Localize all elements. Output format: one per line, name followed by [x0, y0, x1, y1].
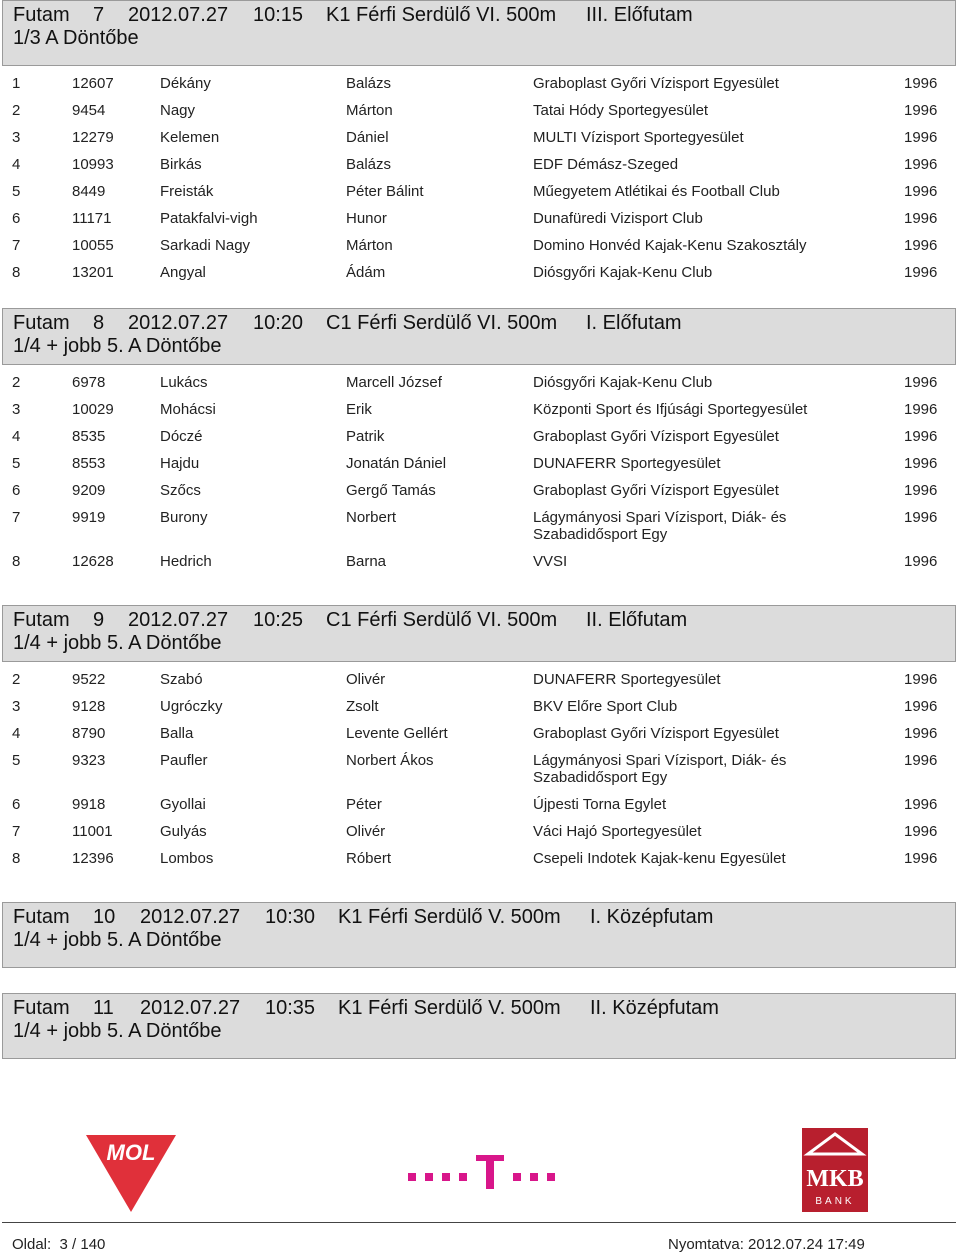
birth-year: 1996: [904, 183, 938, 200]
position: 7: [12, 509, 21, 526]
race-event: K1 Férfi Serdülő V. 500m: [338, 906, 561, 928]
race-date: 2012.07.27: [140, 997, 241, 1019]
athlete-id: 9454: [72, 102, 106, 119]
club-name: Csepeli Indotek Kajak-kenu Egyesület: [533, 850, 786, 867]
race-round: III. Előfutam: [586, 4, 693, 26]
club-name: Graboplast Győri Vízisport Egyesület: [533, 482, 779, 499]
last-name: Balla: [160, 725, 194, 742]
race-block-9: [2, 605, 956, 877]
position: 7: [12, 823, 21, 840]
athlete-id: 9128: [72, 698, 106, 715]
first-name: Péter Bálint: [346, 183, 424, 200]
race-number: 10: [93, 906, 116, 928]
print-label: Nyomtatva:: [668, 1236, 744, 1253]
last-name: Lombos: [160, 850, 214, 867]
table-row: [2, 237, 956, 264]
last-name: Ugróczky: [160, 698, 223, 715]
last-name: Hajdu: [160, 455, 200, 472]
race-date: 2012.07.27: [128, 609, 229, 631]
birth-year: 1996: [904, 102, 938, 119]
page-indicator: [12, 1236, 105, 1253]
first-name: Barna: [346, 553, 387, 570]
first-name: Olivér: [346, 671, 386, 688]
sponsor-logos: [0, 1125, 960, 1215]
first-name: Olivér: [346, 823, 386, 840]
race-block-7: [2, 0, 956, 291]
race-block-11: [2, 993, 956, 1059]
birth-year: 1996: [904, 823, 938, 840]
telekom-logo: [408, 1155, 568, 1195]
position: 2: [12, 374, 21, 391]
last-name: Mohácsi: [160, 401, 216, 418]
club-name: EDF Démász-Szeged: [533, 156, 679, 173]
race-label: Futam: [13, 997, 70, 1019]
last-name: Nagy: [160, 102, 196, 119]
mol-logo: [86, 1130, 176, 1215]
first-name: Péter: [346, 796, 382, 813]
svg-text:BANK: BANK: [815, 1196, 855, 1207]
table-row: [2, 850, 956, 877]
race-event: K1 Férfi Serdülő VI. 500m: [326, 4, 557, 26]
position: 7: [12, 237, 21, 254]
club-name: MULTI Vízisport Sportegyesület: [533, 129, 744, 146]
club-name: Tatai Hódy Sportegyesület: [533, 102, 709, 119]
last-name: Angyal: [160, 264, 206, 281]
birth-year: 1996: [904, 401, 938, 418]
race-label: Futam: [13, 4, 70, 26]
race-advance: 1/4 + jobb 5. A Döntőbe: [13, 929, 222, 951]
page-label: Oldal:: [12, 1236, 52, 1253]
club-name: Graboplast Győri Vízisport Egyesület: [533, 725, 779, 742]
last-name: Szőcs: [160, 482, 201, 499]
athlete-id: 13201: [72, 264, 114, 281]
club-name: VVSI: [533, 553, 568, 570]
position: 8: [12, 264, 21, 281]
race-header: [2, 0, 956, 66]
race-number: 8: [93, 312, 105, 334]
athlete-id: 10029: [72, 401, 114, 418]
position: 8: [12, 553, 21, 570]
race-header: [2, 902, 956, 968]
club-name: Graboplast Győri Vízisport Egyesület: [533, 75, 779, 92]
athlete-id: 12607: [72, 75, 114, 92]
position: 4: [12, 428, 21, 445]
first-name: Gergő Tamás: [346, 482, 436, 499]
page-value: 3 / 140: [59, 1236, 106, 1253]
athlete-id: 12279: [72, 129, 114, 146]
last-name: Hedrich: [160, 553, 212, 570]
birth-year: 1996: [904, 75, 938, 92]
birth-year: 1996: [904, 725, 938, 742]
birth-year: 1996: [904, 156, 938, 173]
position: 3: [12, 401, 21, 418]
race-number: 9: [93, 609, 105, 631]
athlete-id: 10055: [72, 237, 114, 254]
table-row: [2, 823, 956, 850]
athlete-id: 9522: [72, 671, 106, 688]
birth-year: 1996: [904, 237, 938, 254]
athlete-id: 9918: [72, 796, 106, 813]
club-name: Műegyetem Atlétikai és Football Club: [533, 183, 780, 200]
table-row: [2, 796, 956, 823]
race-time: 10:30: [265, 906, 316, 928]
race-block-8: [2, 308, 956, 580]
first-name: Patrik: [346, 428, 385, 445]
birth-year: 1996: [904, 509, 938, 526]
print-timestamp: [668, 1236, 865, 1253]
race-advance: 1/4 + jobb 5. A Döntőbe: [13, 1020, 222, 1042]
birth-year: 1996: [904, 455, 938, 472]
table-row: [2, 455, 956, 482]
club-name: Diósgyőri Kajak-Kenu Club: [533, 264, 713, 281]
first-name: Ádám: [346, 264, 386, 281]
club-name: Domino Honvéd Kajak-Kenu Szakosztály: [533, 237, 807, 254]
birth-year: 1996: [904, 796, 938, 813]
race-label: Futam: [13, 609, 70, 631]
last-name: Dóczé: [160, 428, 203, 445]
position: 8: [12, 850, 21, 867]
race-time: 10:15: [253, 4, 304, 26]
race-header: [2, 308, 956, 365]
last-name: Birkás: [160, 156, 202, 173]
club-name: Lágymányosi Spari Vízisport, Diák- és Szabadidősport Egy: [533, 509, 787, 543]
athlete-id: 12628: [72, 553, 114, 570]
first-name: Márton: [346, 237, 393, 254]
print-value: 2012.07.24 17:49: [748, 1236, 865, 1253]
position: 1: [12, 75, 21, 92]
table-row: [2, 671, 956, 698]
athlete-id: 10993: [72, 156, 114, 173]
birth-year: 1996: [904, 374, 938, 391]
race-round: II. Előfutam: [586, 609, 688, 631]
last-name: Dékány: [160, 75, 211, 92]
first-name: Marcell József: [346, 374, 442, 391]
svg-text:MKB: MKB: [806, 1166, 864, 1192]
position: 3: [12, 698, 21, 715]
race-date: 2012.07.27: [128, 312, 229, 334]
table-row: [2, 264, 956, 291]
first-name: Róbert: [346, 850, 392, 867]
birth-year: 1996: [904, 264, 938, 281]
race-date: 2012.07.27: [140, 906, 241, 928]
birth-year: 1996: [904, 129, 938, 146]
birth-year: 1996: [904, 210, 938, 227]
position: 2: [12, 102, 21, 119]
club-name: BKV Előre Sport Club: [533, 698, 678, 715]
position: 5: [12, 183, 21, 200]
race-number: 7: [93, 4, 105, 26]
first-name: Jonatán Dániel: [346, 455, 447, 472]
race-round: I. Középfutam: [590, 906, 714, 928]
club-name: Újpesti Torna Egylet: [533, 796, 667, 813]
athlete-id: 8449: [72, 183, 106, 200]
athlete-id: 9209: [72, 482, 106, 499]
position: 3: [12, 129, 21, 146]
mkb-logo: [802, 1128, 868, 1212]
last-name: Gyollai: [160, 796, 206, 813]
club-name: Központi Sport és Ifjúsági Sportegyesület: [533, 401, 808, 418]
birth-year: 1996: [904, 850, 938, 867]
athlete-id: 9323: [72, 752, 106, 769]
athlete-id: 9919: [72, 509, 106, 526]
first-name: Norbert Ákos: [346, 752, 434, 769]
race-time: 10:20: [253, 312, 304, 334]
last-name: Sarkadi Nagy: [160, 237, 251, 254]
race-number: 11: [93, 997, 114, 1019]
birth-year: 1996: [904, 698, 938, 715]
first-name: Balázs: [346, 156, 392, 173]
position: 6: [12, 482, 21, 499]
race-event: C1 Férfi Serdülő VI. 500m: [326, 609, 558, 631]
table-row: [2, 75, 956, 102]
birth-year: 1996: [904, 553, 938, 570]
race-time: 10:25: [253, 609, 304, 631]
club-name: Diósgyőri Kajak-Kenu Club: [533, 374, 713, 391]
race-event: C1 Férfi Serdülő VI. 500m: [326, 312, 558, 334]
athlete-id: 11171: [72, 210, 112, 227]
athlete-id: 8790: [72, 725, 106, 742]
last-name: Freisták: [160, 183, 214, 200]
position: 5: [12, 752, 21, 769]
footer-divider: [2, 1222, 956, 1223]
last-name: Kelemen: [160, 129, 220, 146]
last-name: Burony: [160, 509, 208, 526]
birth-year: 1996: [904, 428, 938, 445]
club-name: DUNAFERR Sportegyesület: [533, 671, 721, 688]
club-name: Váci Hajó Sportegyesület: [533, 823, 702, 840]
first-name: Márton: [346, 102, 393, 119]
birth-year: 1996: [904, 671, 938, 688]
position: 6: [12, 796, 21, 813]
first-name: Hunor: [346, 210, 387, 227]
table-row: [2, 698, 956, 725]
race-advance: 1/3 A Döntőbe: [13, 27, 139, 49]
table-row: [2, 428, 956, 455]
race-date: 2012.07.27: [128, 4, 229, 26]
athlete-id: 8535: [72, 428, 106, 445]
last-name: Szabó: [160, 671, 203, 688]
table-row: [2, 482, 956, 509]
race-round: I. Előfutam: [586, 312, 682, 334]
first-name: Erik: [346, 401, 372, 418]
table-row: [2, 156, 956, 183]
svg-text:MOL: MOL: [106, 1140, 156, 1165]
race-header: [2, 993, 956, 1059]
table-row: [2, 129, 956, 156]
table-row: [2, 401, 956, 428]
club-name: Dunafüredi Vizisport Club: [533, 210, 703, 227]
table-row: [2, 374, 956, 401]
race-round: II. Középfutam: [590, 997, 719, 1019]
race-advance: 1/4 + jobb 5. A Döntőbe: [13, 632, 222, 654]
table-row: [2, 183, 956, 210]
first-name: Zsolt: [346, 698, 379, 715]
athlete-id: 8553: [72, 455, 106, 472]
table-row: [2, 553, 956, 580]
position: 6: [12, 210, 21, 227]
race-label: Futam: [13, 312, 70, 334]
position: 4: [12, 156, 21, 173]
last-name: Patakfalvi-vigh: [160, 210, 258, 227]
athlete-id: 6978: [72, 374, 106, 391]
table-row: [2, 509, 956, 553]
table-row: [2, 752, 956, 796]
table-row: [2, 725, 956, 752]
first-name: Dániel: [346, 129, 389, 146]
club-name: Graboplast Győri Vízisport Egyesület: [533, 428, 779, 445]
race-event: K1 Férfi Serdülő V. 500m: [338, 997, 561, 1019]
first-name: Balázs: [346, 75, 392, 92]
athlete-id: 12396: [72, 850, 114, 867]
race-block-10: [2, 902, 956, 968]
first-name: Norbert: [346, 509, 397, 526]
club-name: DUNAFERR Sportegyesület: [533, 455, 721, 472]
position: 5: [12, 455, 21, 472]
position: 4: [12, 725, 21, 742]
table-row: [2, 102, 956, 129]
race-label: Futam: [13, 906, 70, 928]
race-header: [2, 605, 956, 662]
last-name: Lukács: [160, 374, 208, 391]
race-time: 10:35: [265, 997, 316, 1019]
last-name: Gulyás: [160, 823, 207, 840]
club-name: Lágymányosi Spari Vízisport, Diák- és Szabadidősport Egy: [533, 752, 787, 786]
last-name: Paufler: [160, 752, 208, 769]
athlete-id: 11001: [72, 823, 113, 840]
position: 2: [12, 671, 21, 688]
birth-year: 1996: [904, 482, 938, 499]
birth-year: 1996: [904, 752, 938, 769]
race-advance: 1/4 + jobb 5. A Döntőbe: [13, 335, 222, 357]
table-row: [2, 210, 956, 237]
first-name: Levente Gellért: [346, 725, 448, 742]
